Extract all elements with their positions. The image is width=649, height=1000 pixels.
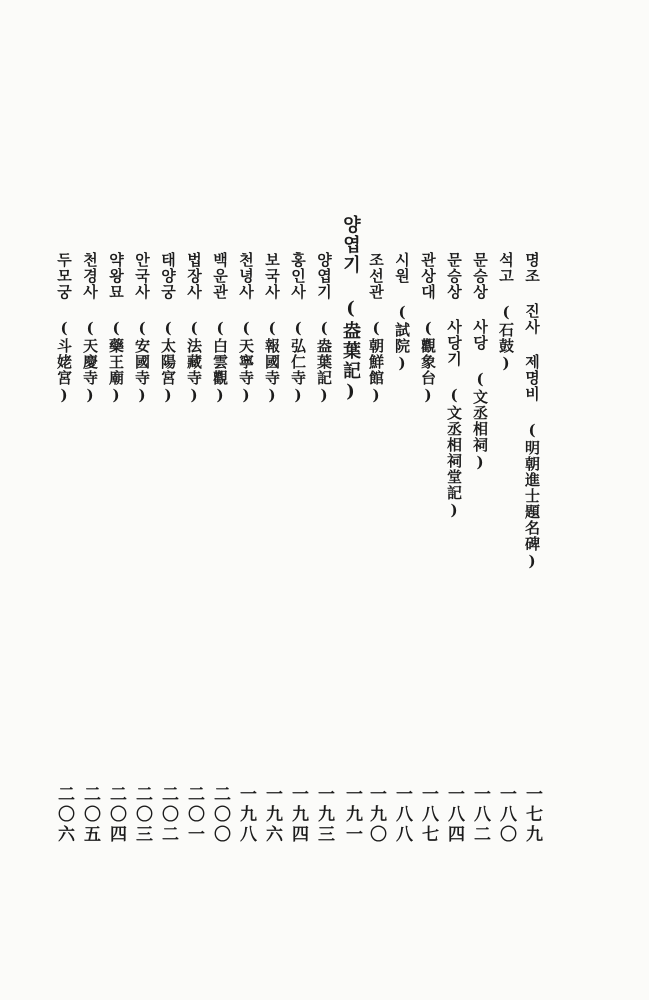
entry-title: 홍인사 (弘仁寺) xyxy=(289,252,307,405)
entry-title: 보국사 (報國寺) xyxy=(263,252,281,405)
page-number: 一九八 xyxy=(236,785,256,845)
entry-title: 문승상 사당 (文丞相祠) xyxy=(471,252,489,472)
entry-title: 문승상 사당기 (文丞相祠堂記) xyxy=(445,252,463,520)
entry-title: 두모궁 (斗姥宮) xyxy=(55,252,73,405)
entry-title: 석고 (石鼓) xyxy=(497,252,515,373)
page-number: 一九三 xyxy=(314,785,334,845)
page-number: 二〇五 xyxy=(80,785,100,845)
page-number: 二〇四 xyxy=(106,785,126,845)
page-number: 二〇六 xyxy=(54,785,74,845)
entry-title: 천녕사 (天寧寺) xyxy=(237,252,255,405)
page-number: 一八四 xyxy=(444,785,464,845)
page-number: 一八〇 xyxy=(496,785,516,845)
page-number: 二〇一 xyxy=(184,785,204,845)
page-number: 一九一 xyxy=(342,785,362,845)
page-number: 一八七 xyxy=(418,785,438,845)
entry-title: 시원 (試院) xyxy=(393,252,411,373)
page-number: 一九〇 xyxy=(366,785,386,845)
page-number: 一九六 xyxy=(262,785,282,845)
entry-title: 관상대 (觀象台) xyxy=(419,252,437,405)
entry-title: 백운관 (白雲觀) xyxy=(211,252,229,405)
page-number: 一九四 xyxy=(288,785,308,845)
entry-title: 안국사 (安國寺) xyxy=(133,252,151,405)
entry-title: 법장사 (法藏寺) xyxy=(185,252,203,405)
entry-title: 약왕묘 (藥王廟) xyxy=(107,252,125,405)
page-number: 一八二 xyxy=(470,785,490,845)
section-heading-title: 양엽기 (盎葉記) xyxy=(340,215,361,404)
page-number: 二〇二 xyxy=(158,785,178,845)
entry-title: 천경사 (天慶寺) xyxy=(81,252,99,405)
page-number: 一八八 xyxy=(392,785,412,845)
entry-title: 명조 진사 제명비 (明朝進士題名碑) xyxy=(523,252,541,571)
entry-title: 조선관 (朝鮮館) xyxy=(367,252,385,405)
entry-title: 양엽기 (盎葉記) xyxy=(315,252,333,405)
page-number: 二〇〇 xyxy=(210,785,230,845)
page-number: 一七九 xyxy=(522,785,542,845)
entry-title: 태양궁 (太陽宮) xyxy=(159,252,177,405)
page-number: 二〇三 xyxy=(132,785,152,845)
